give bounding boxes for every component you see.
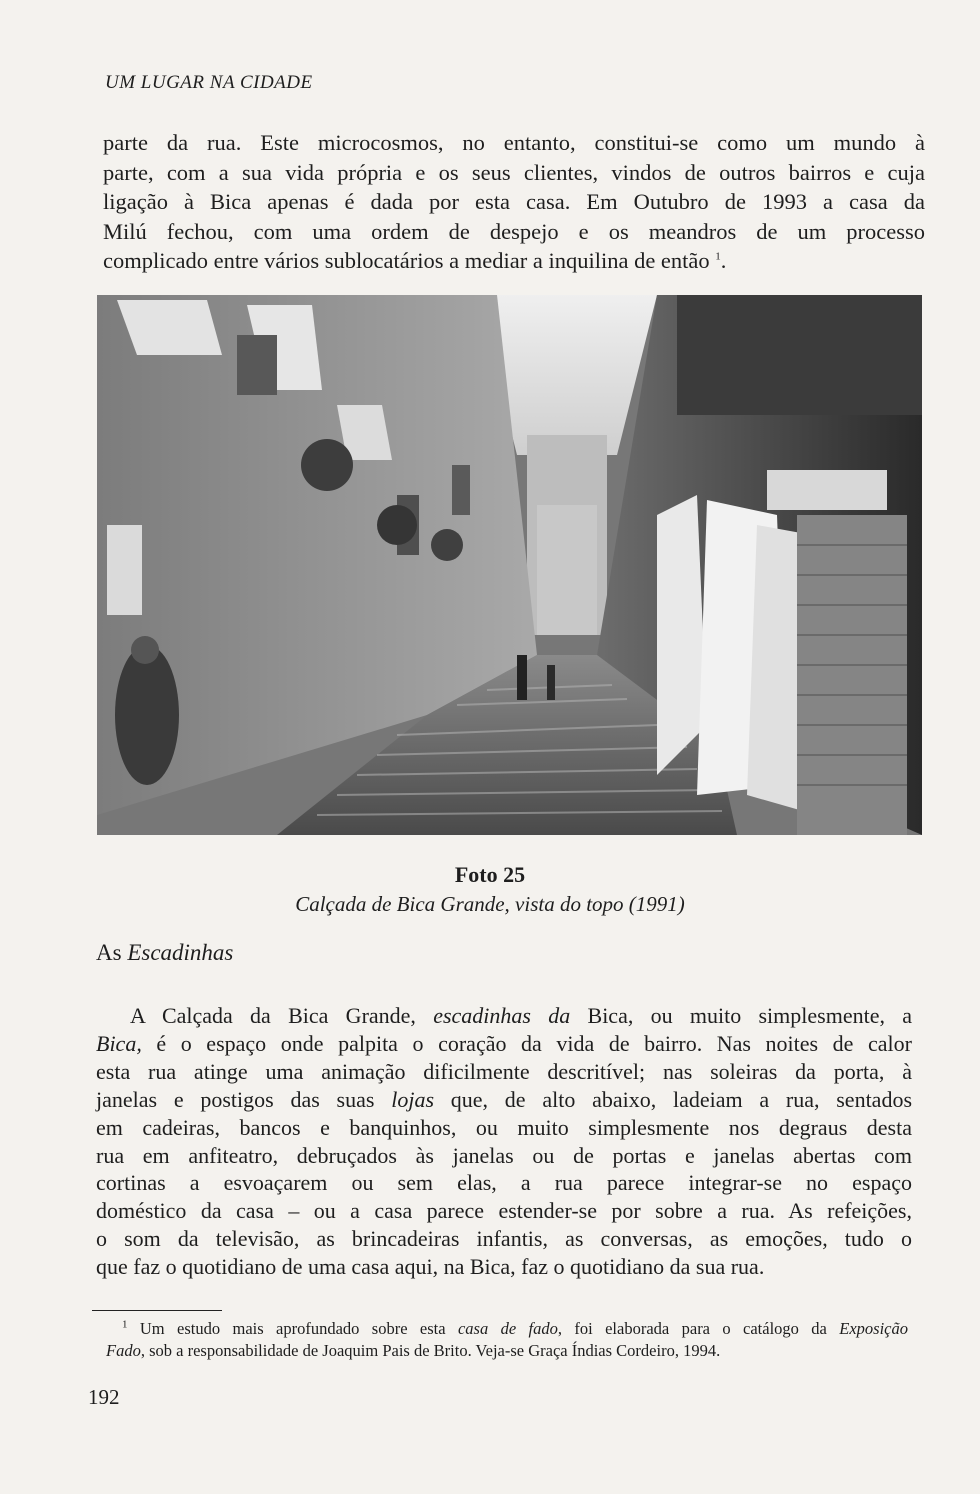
text-line: janelas e postigos das suas lojas que, de alto abaixo, ladeiam a rua, sentados <box>96 1086 913 1112</box>
photo-caption-title: Foto 25 <box>454 862 526 887</box>
intro-paragraph <box>103 128 925 276</box>
text-line: rua em anfiteatro, debruçados às janelas ou de portas e janelas abertas com <box>96 1142 912 1168</box>
street-photo <box>97 295 922 835</box>
footnote <box>82 1318 908 1362</box>
page-number: 192 <box>88 1385 120 1409</box>
text-line: esta rua atinge uma animação dificilmente descritível; nas soleiras da porta, à <box>96 1058 912 1084</box>
text-line: Milú fechou, com uma ordem de despejo e os meandros de um processo <box>103 218 925 244</box>
footnote-marker: 1 <box>122 1318 128 1331</box>
text-line: ligação à Bica apenas é dada por esta casa. Em Outubro de 1993 a casa da <box>103 189 925 215</box>
text-line: complicado entre vários sublocatários a mediar a inquilina de então $^1$. <box>103 248 727 274</box>
text-line: A Calçada da Bica Grande, escadinhas da Bica, ou muito simplesmente, a <box>130 1003 913 1028</box>
footnote-divider <box>92 1310 222 1311</box>
section-heading: As Escadinhas <box>96 940 234 965</box>
footnote-marker: 1 <box>715 250 721 263</box>
footnote-line: $^1$ Um estudo mais aprofundado sobre esta casa de fado, foi elaborada para o catálogo da Exposição <box>122 1318 908 1338</box>
text-line: que faz o quotidiano de uma casa aqui, na Bica, faz o quotidiano da sua rua. <box>96 1254 765 1280</box>
footnote-line: Fado, sob a responsabilidade de Joaquim Pais de Brito. Veja-se Graça Índias Cordeiro, 1994. <box>106 1341 721 1360</box>
text-line: parte da rua. Este microcosmos, no entanto, constitui-se como um mundo à <box>103 130 925 155</box>
text-line: doméstico da casa – ou a casa parece estender-se por sobre a rua. As refeições, <box>96 1198 912 1224</box>
text-line: cortinas a esvoaçarem ou sem elas, a rua parece integrar-se no espaço <box>96 1170 912 1196</box>
text-line: Bica, é o espaço onde palpita o coração da vida de bairro. Nas noites de calor <box>96 1030 912 1056</box>
text-line: parte, com a sua vida própria e os seus clientes, vindos de outros bairros e cuja <box>103 159 925 185</box>
photo-illustration <box>97 295 922 835</box>
running-head: UM LUGAR NA CIDADE <box>105 72 313 93</box>
text-line: em cadeiras, bancos e banquinhos, ou muito simplesmente nos degraus desta <box>96 1114 912 1140</box>
text-line: o som da televisão, as brincadeiras infantis, as conversas, as emoções, tudo o <box>96 1226 912 1252</box>
photo-caption-subtitle: Calçada de Bica Grande, vista do topo (1991) <box>295 892 685 916</box>
body-paragraph <box>96 1002 912 1281</box>
